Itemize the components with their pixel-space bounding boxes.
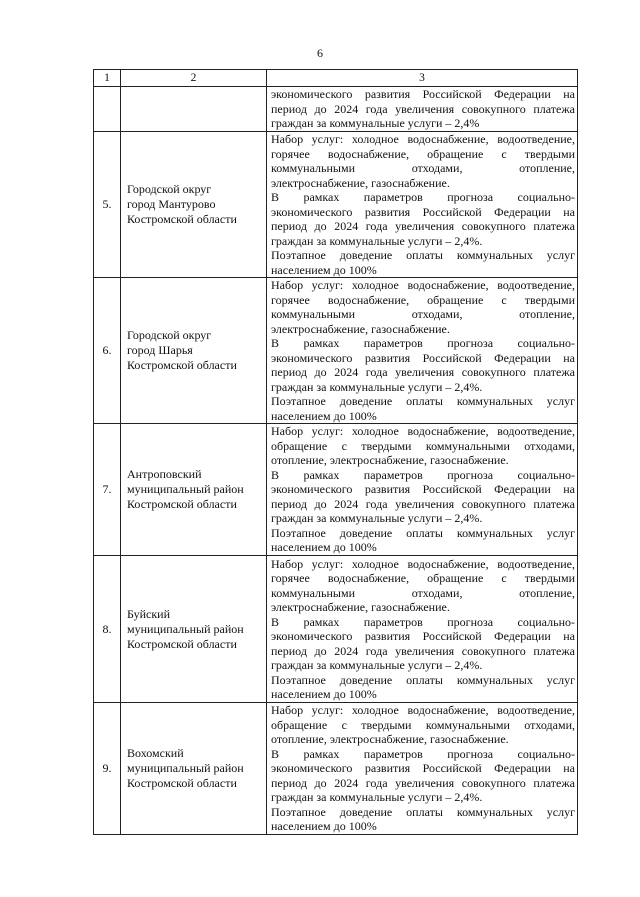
header-col-2: 2 bbox=[121, 70, 267, 87]
page-number: 6 bbox=[317, 46, 323, 60]
text-line: населением до 100% bbox=[271, 262, 377, 277]
row-number: 8. bbox=[94, 556, 121, 703]
municipality-name bbox=[121, 424, 267, 556]
text-line: электроснабжение, газоснабжение. bbox=[271, 321, 450, 336]
text-line: граждан за коммунальные услуги – 2,4%. bbox=[271, 790, 483, 805]
text-line: обращение с твердыми коммунальными отходами, bbox=[271, 717, 575, 732]
text-line: отопление, электроснабжение, газоснабжение. bbox=[271, 453, 509, 468]
table-row bbox=[94, 556, 578, 703]
text-line: В рамках параметров прогноза социально- bbox=[271, 336, 575, 350]
municipality-name-line: Костромской области bbox=[127, 776, 237, 790]
municipality-name-line: Костромской области bbox=[127, 358, 237, 372]
text-line: электроснабжение, газоснабжение. bbox=[271, 175, 450, 190]
municipality-name-line: Костромской области bbox=[127, 636, 237, 651]
text-line: период до 2024 года увеличения совокупного платежа bbox=[271, 101, 575, 116]
municipality-name-line: Костромской области bbox=[127, 212, 237, 226]
municipality-name-line: Антроповский bbox=[127, 467, 202, 481]
text-line: коммунальными отходами, отопление, bbox=[271, 585, 575, 600]
table-row bbox=[94, 424, 578, 556]
text-line: В рамках параметров прогноза социально- bbox=[271, 467, 575, 482]
text-line: Поэтапное доведение оплаты коммунальных услуг bbox=[271, 672, 575, 687]
text-line: обращение с твердыми коммунальными отходами, bbox=[271, 438, 575, 453]
text-line: граждан за коммунальные услуги – 2,4% bbox=[271, 116, 480, 131]
text-line: В рамках параметров прогноза социально- bbox=[271, 190, 575, 204]
text-line: Набор услуг: холодное водоснабжение, водоотведение, bbox=[271, 278, 575, 292]
text-line: Набор услуг: холодное водоснабжение, водоотведение, bbox=[271, 132, 575, 146]
row-number: 6. bbox=[94, 278, 121, 424]
services-cell bbox=[267, 278, 578, 424]
text-line: Поэтапное доведение оплаты коммунальных услуг bbox=[271, 394, 575, 408]
municipality-name bbox=[121, 703, 267, 835]
header-col-3: 3 bbox=[267, 70, 578, 87]
municipality-name-line: город Шарья bbox=[127, 343, 193, 357]
continuation-row bbox=[94, 87, 578, 132]
table-row bbox=[94, 703, 578, 835]
table-row bbox=[94, 132, 578, 278]
text-line: период до 2024 года увеличения совокупного платежа bbox=[271, 365, 575, 379]
text-line: населением до 100% bbox=[271, 540, 377, 555]
text-line: экономического развития Российской Федерации на bbox=[271, 87, 575, 102]
text-line: период до 2024 года увеличения совокупного платежа bbox=[271, 219, 575, 233]
text-line: граждан за коммунальные услуги – 2,4%. bbox=[271, 511, 483, 526]
text-line: Поэтапное доведение оплаты коммунальных услуг bbox=[271, 248, 575, 262]
municipality-cell bbox=[121, 87, 267, 132]
table-row bbox=[94, 278, 578, 424]
text-line: коммунальными отходами, отопление, bbox=[271, 307, 575, 321]
municipality-name-line: муниципальный район bbox=[127, 482, 244, 496]
municipality-name-line: муниципальный район bbox=[127, 761, 244, 775]
text-line: населением до 100% bbox=[271, 408, 377, 423]
services-cell bbox=[267, 424, 578, 556]
text-line: В рамках параметров прогноза социально- bbox=[271, 614, 575, 629]
text-line: экономического развития Российской Федерации на bbox=[271, 204, 575, 219]
municipality-name-line: Вохомский bbox=[127, 746, 184, 760]
municipality-name-line: Городской округ bbox=[127, 328, 212, 342]
text-line: коммунальными отходами, отопление, bbox=[271, 161, 575, 175]
services-cell bbox=[267, 87, 578, 132]
municipality-name-line: город Мантурово bbox=[127, 197, 216, 211]
text-line: экономического развития Российской Федерации на bbox=[271, 761, 575, 776]
services-cell bbox=[267, 703, 578, 835]
text-line: В рамках параметров прогноза социально- bbox=[271, 746, 575, 761]
text-line: период до 2024 года увеличения совокупного платежа bbox=[271, 643, 575, 658]
header-col-1: 1 bbox=[94, 70, 121, 87]
municipality-name-line: Городской округ bbox=[127, 182, 212, 196]
text-line: граждан за коммунальные услуги – 2,4%. bbox=[271, 379, 483, 394]
municipality-name bbox=[121, 132, 267, 278]
text-line: Набор услуг: холодное водоснабжение, водоотведение, bbox=[271, 703, 575, 718]
municipality-name bbox=[121, 556, 267, 703]
services-cell bbox=[267, 132, 578, 278]
row-number: 9. bbox=[94, 703, 121, 835]
text-line: экономического развития Российской Федерации на bbox=[271, 482, 575, 497]
tariff-table bbox=[93, 69, 578, 835]
text-line: населением до 100% bbox=[271, 687, 377, 701]
text-line: горячее водоснабжение, обращение с твердыми bbox=[271, 292, 575, 307]
text-line: отопление, электроснабжение, газоснабжение. bbox=[271, 732, 509, 747]
text-line: Поэтапное доведение оплаты коммунальных услуг bbox=[271, 525, 575, 540]
row-number: 5. bbox=[94, 132, 121, 278]
text-line: горячее водоснабжение, обращение с твердыми bbox=[271, 146, 575, 161]
text-line: экономического развития Российской Федерации на bbox=[271, 629, 575, 643]
text-line: населением до 100% bbox=[271, 819, 377, 834]
text-line: Набор услуг: холодное водоснабжение, водоотведение, bbox=[271, 556, 575, 571]
text-line: граждан за коммунальные услуги – 2,4%. bbox=[271, 658, 483, 672]
text-line: электроснабжение, газоснабжение. bbox=[271, 600, 450, 614]
table-header-row bbox=[94, 70, 578, 87]
services-cell bbox=[267, 556, 578, 703]
text-line: период до 2024 года увеличения совокупного платежа bbox=[271, 775, 575, 790]
row-number: 7. bbox=[94, 424, 121, 556]
text-line: Набор услуг: холодное водоснабжение, водоотведение, bbox=[271, 424, 575, 439]
row-number-cell bbox=[94, 87, 121, 132]
text-line: Поэтапное доведение оплаты коммунальных услуг bbox=[271, 804, 575, 819]
text-line: экономического развития Российской Федерации на bbox=[271, 350, 575, 365]
text-line: горячее водоснабжение, обращение с твердыми bbox=[271, 571, 575, 585]
municipality-name-line: муниципальный район bbox=[127, 621, 244, 636]
municipality-name-line: Буйский bbox=[127, 606, 171, 621]
municipality-name-line: Костромской области bbox=[127, 497, 237, 511]
text-line: период до 2024 года увеличения совокупного платежа bbox=[271, 496, 575, 511]
municipality-name bbox=[121, 278, 267, 424]
text-line: граждан за коммунальные услуги – 2,4%. bbox=[271, 233, 483, 248]
